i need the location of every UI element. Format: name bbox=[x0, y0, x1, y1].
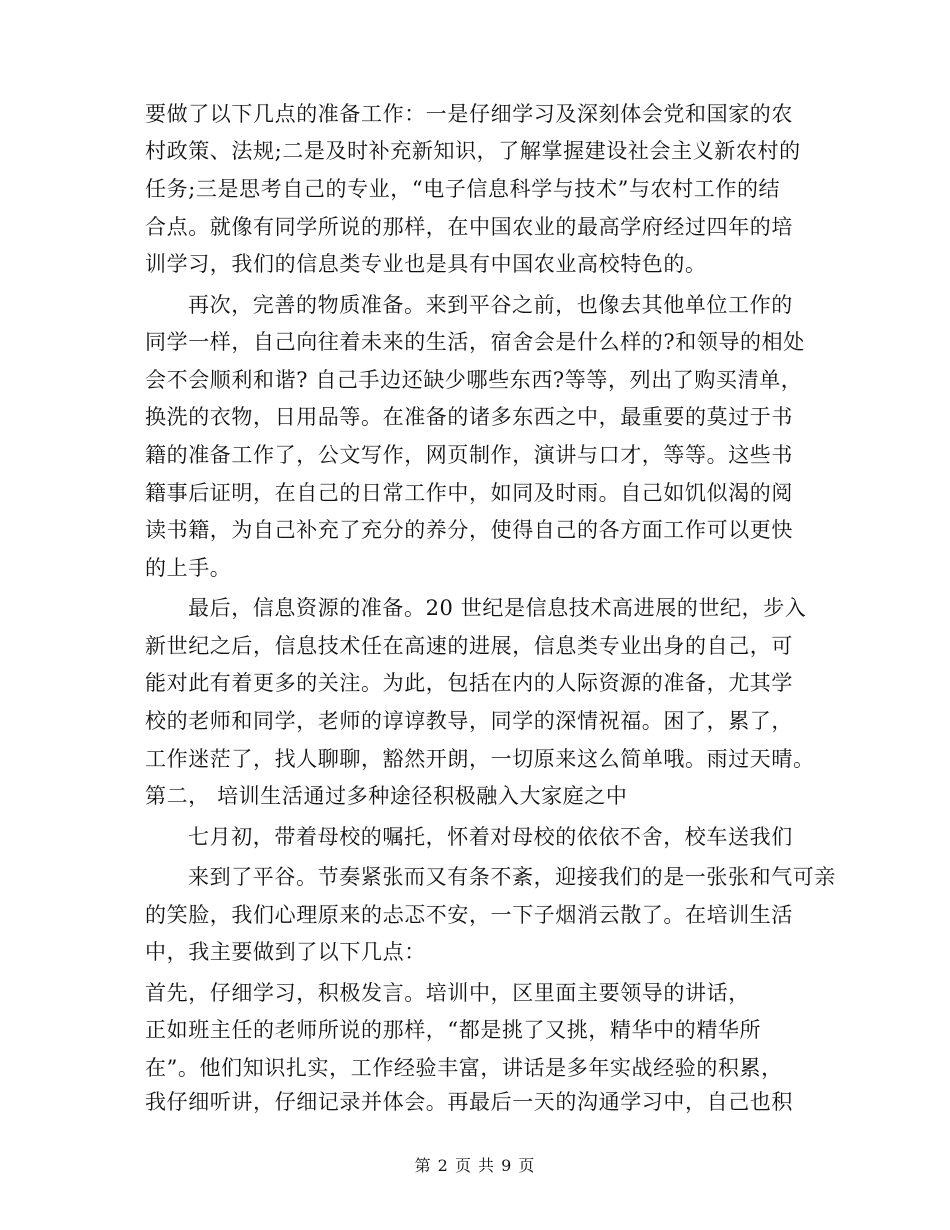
text-line: 会不会顺利和谐? 自己手边还缺少哪些东西?等等，列出了购买清单， bbox=[145, 367, 803, 392]
text-line: 训学习，我们的信息类专业也是具有中国农业高校特色的。 bbox=[145, 252, 707, 277]
text-line: 能对此有着更多的关注。为此，包括在内的人际资源的准备，尤其学 bbox=[145, 671, 793, 696]
text-line: 首先，仔细学习，积极发言。培训中，区里面主要领导的讲话， bbox=[145, 980, 750, 1005]
text-line: 村政策、法规;二是及时补充新知识，了解掌握建设社会主义新农村的 bbox=[145, 139, 801, 164]
section-heading: 七月初，带着母校的嘱托，怀着对母校的依依不舍，校车送我们 bbox=[188, 824, 793, 849]
text-line: 要做了以下几点的准备工作：一是仔细学习及深刻体会党和国家的农 bbox=[145, 101, 793, 126]
text-line: 中，我主要做到了以下几点： bbox=[145, 940, 426, 965]
text-line: 同学一样，自己向往着未来的生活，宿舍会是什么样的?和领导的相处 bbox=[145, 330, 805, 355]
text-line: 第二， 培训生活通过多种途径积极融入大家庭之中 bbox=[145, 784, 628, 809]
text-line: 正如班主任的老师所说的那样，“都是挑了又挑，精华中的精华所 bbox=[145, 1018, 762, 1043]
text-line: 新世纪之后，信息技术任在高速的进展，信息类专业出身的自己，可 bbox=[145, 633, 793, 658]
text-line: 籍的准备工作了，公文写作，网页制作，演讲与口才，等等。这些书 bbox=[145, 442, 793, 467]
text-line: 换洗的衣物，日用品等。在准备的诸多东西之中，最重要的莫过于书 bbox=[145, 405, 793, 430]
text-line: 的笑脸，我们心理原来的忐忑不安，一下子烟消云散了。在培训生活 bbox=[145, 902, 793, 927]
text-line: 我仔细听讲，仔细记录并体会。再最后一天的沟通学习中，自己也积 bbox=[145, 1089, 793, 1114]
paragraph-first-line: 最后，信息资源的准备。20 世纪是信息技术高进展的世纪，步入 bbox=[188, 596, 807, 621]
text-line: 校的老师和同学，老师的谆谆教导，同学的深情祝福。困了，累了， bbox=[145, 709, 793, 733]
text-line: 读书籍，为自己补充了充分的养分，使得自己的各方面工作可以更快 bbox=[145, 518, 793, 543]
paragraph-first-line: 来到了平谷。节奏紧张而又有条不紊，迎接我们的是一张张和气可亲 bbox=[188, 865, 836, 890]
text-line: 合点。就像有同学所说的那样，在中国农业的最高学府经过四年的培 bbox=[145, 214, 793, 239]
text-line: 的上手。 bbox=[145, 555, 232, 580]
text-line: 工作迷茫了，找人聊聊，豁然开朗，一切原来这么简单哦。雨过天晴。 bbox=[145, 746, 815, 771]
text-line: 在”。他们知识扎实，工作经验丰富，讲话是多年实战经验的积累， bbox=[145, 1055, 783, 1080]
text-line: 籍事后证明，在自己的日常工作中，如同及时雨。自己如饥似渴的阅 bbox=[145, 480, 793, 505]
paragraph-first-line: 再次，完善的物质准备。来到平谷之前，也像去其他单位工作的 bbox=[188, 292, 793, 317]
text-line: 任务;三是思考自己的专业，“电子信息科学与技术”与农村工作的结 bbox=[145, 176, 781, 201]
page-footer: 第 2 页 共 9 页 bbox=[414, 1156, 536, 1175]
